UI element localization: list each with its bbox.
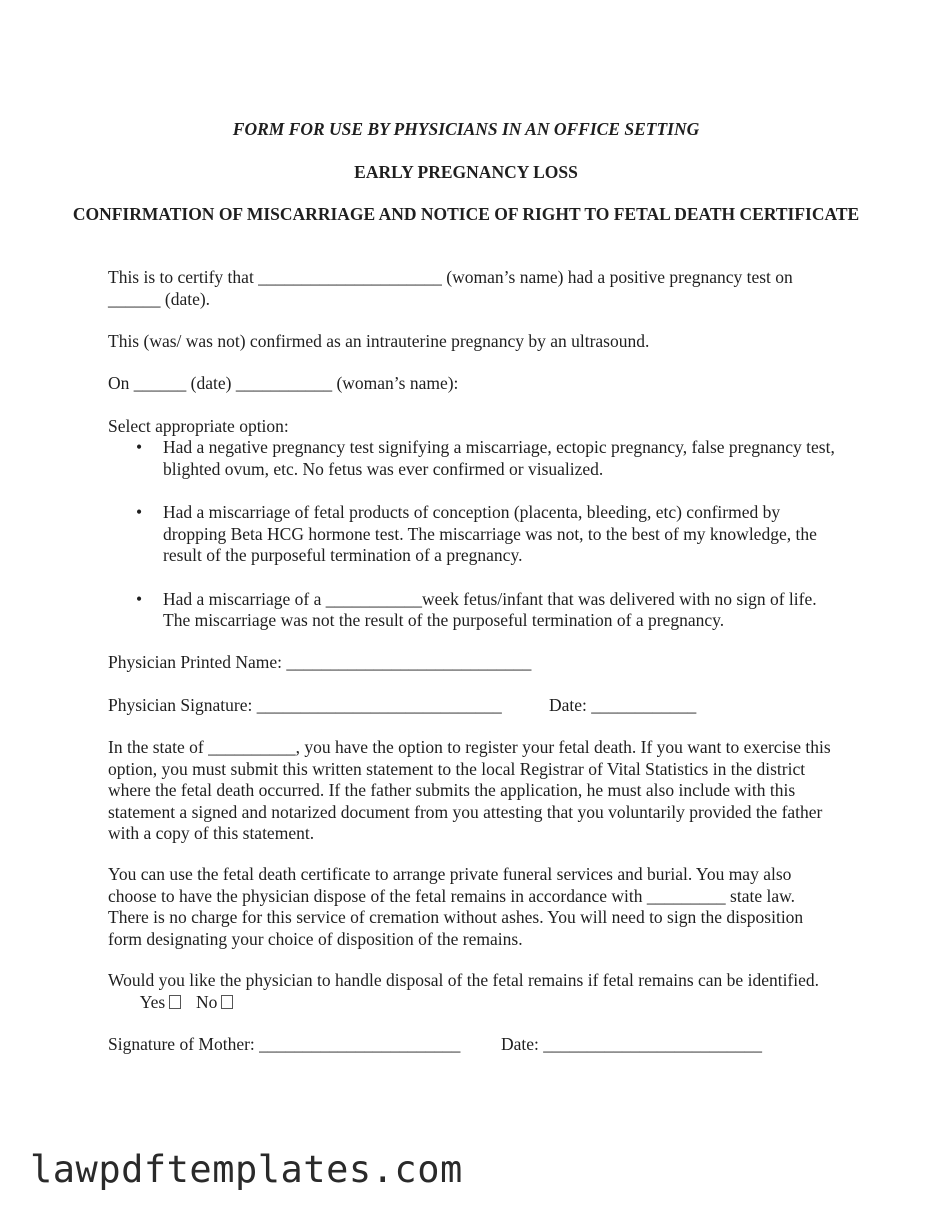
physician-date-field[interactable]: Date: ____________	[549, 695, 697, 715]
disposal-question-text: Would you like the physician to handle disposal of the fetal remains if fetal remains can be identified.	[108, 970, 820, 990]
option-item-products-of-conception	[108, 502, 838, 567]
option-item-week-fetus	[108, 589, 838, 632]
physician-signature-field[interactable]: Physician Signature: ____________________________	[108, 695, 502, 715]
bullet-icon: •	[136, 588, 143, 609]
option-text: Had a miscarriage of fetal products of conception (placenta, bleeding, etc) confirmed by dropping Beta HCG hormone test. The miscarriage was not, to the best of my knowledge, the result of the purposeful termination of a pregnancy.	[163, 502, 817, 565]
disposal-question	[108, 970, 838, 1013]
form-usage-heading: FORM FOR USE BY PHYSICIANS IN AN OFFICE SETTING	[232, 119, 700, 139]
form-subtitle: CONFIRMATION OF MISCARRIAGE AND NOTICE OF RIGHT TO FETAL DEATH CERTIFICATE	[72, 204, 860, 224]
select-option-label: Select appropriate option:	[108, 416, 289, 436]
option-item-negative-test	[108, 437, 838, 480]
no-label: No	[195, 991, 218, 1012]
no-checkbox[interactable]	[221, 995, 233, 1009]
mother-date-field[interactable]: Date: _________________________	[501, 1034, 763, 1054]
mother-signature-field[interactable]: Signature of Mother: _______________________	[108, 1034, 461, 1054]
yes-checkbox[interactable]	[169, 995, 181, 1009]
physician-printed-name-field[interactable]: Physician Printed Name: ____________________________	[108, 652, 532, 672]
no-option[interactable]	[196, 992, 233, 1012]
form-title: EARLY PREGNANCY LOSS	[354, 162, 578, 182]
site-watermark: lawpdftemplates.com	[30, 1148, 463, 1191]
yes-label: Yes	[139, 991, 166, 1012]
ultrasound-statement: This (was/ was not) confirmed as an intrauterine pregnancy by an ultrasound.	[108, 331, 650, 351]
option-text: Had a miscarriage of a ___________week fetus/infant that was delivered with no sign of life. The miscarriage was not the result of the purposeful termination of a pregnancy.	[163, 588, 817, 630]
bullet-icon: •	[136, 502, 143, 522]
certify-statement: This is to certify that _____________________ (woman’s name) had a positive pregnancy test on ______ (date).	[108, 267, 793, 309]
yes-option[interactable]	[140, 992, 186, 1012]
bullet-icon: •	[136, 437, 143, 457]
option-list	[108, 437, 838, 654]
state-registration-paragraph: In the state of __________, you have the option to register your fetal death. If you want to exercise this option, you must submit this written statement to the local Registrar of Vital Statistics in the district where the fetal death occurred. If the father submits the application, he must also include with this statement a signed and notarized document from you attesting that you voluntarily provided the father with a copy of this statement.	[108, 737, 831, 843]
fetal-death-certificate-paragraph: You can use the fetal death certificate to arrange private funeral services and burial. You may also choose to have the physician dispose of the fetal remains in accordance with _________ state law. There is no charge for this service of cremation without ashes. You will need to sign the disposition form designating your choice of disposition of the remains.	[108, 864, 804, 949]
option-text: Had a negative pregnancy test signifying a miscarriage, ectopic pregnancy, false pregnancy test, blighted ovum, etc. No fetus was ever confirmed or visualized.	[163, 437, 835, 479]
on-date-statement: On ______ (date) ___________ (woman’s name):	[108, 373, 459, 393]
